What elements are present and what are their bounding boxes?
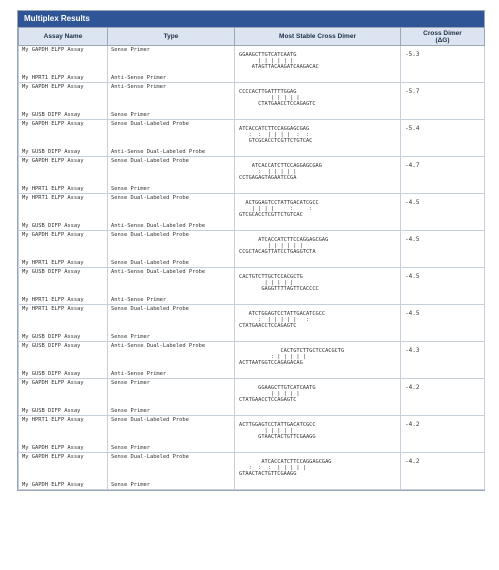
oligo-type-2: Anti-Sense Primer	[111, 296, 167, 303]
delta-g-cell	[401, 231, 485, 268]
oligo-type-1: Sense Dual-Labeled Probe	[111, 121, 189, 127]
assay-cell	[19, 379, 108, 416]
delta-g-cell	[401, 157, 485, 194]
dimer-sequence-bottom: CTATGAACCTCCAGAGTC	[239, 397, 297, 403]
table-row	[19, 305, 485, 342]
assay-name-2: My GUSB DIFP Assay	[22, 148, 81, 155]
delta-g-cell	[401, 120, 485, 157]
oligo-type-1: Anti-Sense Dual-Labeled Probe	[111, 343, 206, 349]
oligo-type-1: Sense Dual-Labeled Probe	[111, 232, 189, 238]
assay-cell	[19, 342, 108, 379]
table-row	[19, 120, 485, 157]
assay-cell	[19, 83, 108, 120]
table-row	[19, 46, 485, 83]
delta-g-cell	[401, 83, 485, 120]
type-cell	[108, 157, 235, 194]
assay-name-2: My HPRT1 ELFP Assay	[22, 185, 84, 192]
dimer-cell	[235, 194, 401, 231]
table-row	[19, 268, 485, 305]
dimer-pairing-marks: | | | | : :	[239, 206, 313, 212]
delta-g-value: -4.2	[405, 421, 420, 428]
assay-name-2: My HPRT1 ELFP Assay	[22, 259, 84, 266]
dimer-sequence-top: CACTGTCTTGCTCCACGCTG	[239, 348, 345, 354]
dimer-sequence-top: GGAAGCTTGTCATCAATG	[239, 385, 316, 391]
delta-g-value: -5.4	[405, 125, 420, 132]
oligo-type-1: Anti-Sense Dual-Labeled Probe	[111, 269, 206, 275]
assay-name-2: My HPRT1 ELFP Assay	[22, 296, 84, 303]
oligo-type-1: Sense Dual-Labeled Probe	[111, 158, 189, 164]
dimer-pairing-marks: : : : | | | | |	[239, 465, 306, 471]
assay-name-1: My GAPDH ELFP Assay	[22, 454, 84, 460]
assay-name-1: My HPRT1 ELFP Assay	[22, 195, 84, 201]
assay-name-2: My GUSB DIFP Assay	[22, 222, 81, 229]
dimer-sequence-top: ATCACCATCTTCCAGGAGCGAG	[239, 237, 329, 243]
assay-cell	[19, 194, 108, 231]
dimer-sequence-top: GGAAGCTTGTCATCAATG	[239, 52, 297, 58]
delta-g-value: -5.7	[405, 88, 420, 95]
delta-g-value: -4.5	[405, 236, 420, 243]
dimer-cell	[235, 453, 401, 490]
delta-g-value: -4.5	[405, 199, 420, 206]
dimer-sequence-bottom: GTAACTACTGTTCGAAGG	[239, 434, 316, 440]
type-cell	[108, 453, 235, 490]
results-table-body	[19, 46, 485, 490]
dimer-cell	[235, 416, 401, 453]
table-header-row	[19, 28, 485, 46]
dimer-sequence-top: ACTGGAGTCCTATTGACATCGCC	[239, 200, 319, 206]
type-cell	[108, 268, 235, 305]
type-cell	[108, 194, 235, 231]
dimer-cell	[235, 379, 401, 416]
delta-g-cell	[401, 342, 485, 379]
dimer-sequence-bottom: GTCGCACCTCGTTCTGTCAC	[239, 138, 313, 144]
assay-name-2: My GUSB DIFP Assay	[22, 333, 81, 340]
assay-cell	[19, 268, 108, 305]
dimer-sequence-bottom: GTAACTACTGTTCGAAGG	[239, 471, 297, 477]
delta-g-value: -4.5	[405, 310, 420, 317]
dimer-pairing-marks: | | | | |	[239, 280, 294, 286]
column-header-delta-g-line1: Cross Dimer	[423, 29, 462, 37]
dimer-cell	[235, 120, 401, 157]
dimer-cell	[235, 46, 401, 83]
dimer-pairing-marks: : : | | | | : :	[239, 132, 310, 138]
column-header-assay[interactable]: Assay Name	[19, 28, 108, 46]
dimer-sequence-top: ATCACCATCTTCCAGGAGCGAG	[239, 163, 322, 169]
assay-name-2: My GUSB DIFP Assay	[22, 407, 81, 414]
type-cell	[108, 46, 235, 83]
column-header-delta-g-line2: (ΔG)	[435, 36, 450, 44]
dimer-sequence-top: ATCTGGAGTCCTATTGACATCGCC	[239, 311, 326, 317]
dimer-sequence-bottom: ATAGTTACAAGATCAAGACAC	[239, 64, 319, 70]
dimer-cell	[235, 305, 401, 342]
dimer-sequence-bottom: CTATGAACCTCCAGAGTC	[239, 323, 297, 329]
oligo-type-2: Sense Primer	[111, 407, 150, 414]
column-header-delta-g[interactable]	[401, 28, 485, 46]
assay-cell	[19, 416, 108, 453]
delta-g-value: -5.3	[405, 51, 420, 58]
dimer-cell	[235, 231, 401, 268]
table-row	[19, 416, 485, 453]
delta-g-cell	[401, 305, 485, 342]
column-header-dimer[interactable]: Most Stable Cross Dimer	[235, 28, 401, 46]
table-row	[19, 453, 485, 490]
dimer-sequence-top: ACTTGGAGTCCTATTGACATCGCC	[239, 422, 316, 428]
oligo-type-2: Anti-Sense Dual-Labeled Probe	[111, 222, 206, 229]
dimer-cell	[235, 83, 401, 120]
oligo-type-2: Anti-Sense Primer	[111, 370, 167, 377]
type-cell	[108, 120, 235, 157]
dimer-sequence-bottom: CCTGAGAGTAGAATCCGA	[239, 175, 297, 181]
assay-name-2: My GUSB DIFP Assay	[22, 111, 81, 118]
assay-name-1: My GAPDH ELFP Assay	[22, 232, 84, 238]
delta-g-cell	[401, 46, 485, 83]
assay-name-1: My GAPDH ELFP Assay	[22, 158, 84, 164]
assay-name-1: My GUSB DIFP Assay	[22, 343, 81, 349]
dimer-sequence-top: ATCACCATCTTCCAGGAGCGAG	[239, 126, 310, 132]
oligo-type-1: Anti-Sense Primer	[111, 84, 167, 90]
dimer-sequence-bottom: CCGCTACAGTTATCCTGAGGTCTA	[239, 249, 316, 255]
assay-name-2: My GAPDH ELFP Assay	[22, 444, 84, 451]
oligo-type-2: Sense Primer	[111, 185, 150, 192]
dimer-pairing-marks: | | | | | |	[239, 58, 294, 64]
dimer-pairing-marks: : | | | | |	[239, 354, 306, 360]
type-cell	[108, 305, 235, 342]
oligo-type-1: Sense Dual-Labeled Probe	[111, 417, 189, 423]
assay-name-2: My GUSB DIFP Assay	[22, 370, 81, 377]
assay-cell	[19, 231, 108, 268]
oligo-type-2: Anti-Sense Dual-Labeled Probe	[111, 148, 206, 155]
dimer-sequence-bottom: CTATGAACCTCCAGAGTC	[239, 101, 316, 107]
table-row	[19, 83, 485, 120]
delta-g-cell	[401, 268, 485, 305]
oligo-type-2: Sense Primer	[111, 444, 150, 451]
assay-cell	[19, 157, 108, 194]
dimer-sequence-bottom: GTCGCACCTCGTTCTGTCAC	[239, 212, 303, 218]
dimer-pairing-marks: | | | | |	[239, 95, 300, 101]
oligo-type-2: Sense Primer	[111, 111, 150, 118]
dimer-pairing-marks: | | | | |	[239, 428, 294, 434]
table-row	[19, 342, 485, 379]
oligo-type-2: Sense Primer	[111, 481, 150, 488]
assay-cell	[19, 46, 108, 83]
type-cell	[108, 416, 235, 453]
multiplex-results-panel	[17, 10, 485, 491]
panel-title: Multiplex Results	[18, 11, 484, 27]
table-row	[19, 231, 485, 268]
dimer-sequence-bottom: ACTTAATGGTCCAGAGACAG	[239, 360, 303, 366]
dimer-pairing-marks: : | | | | |	[239, 169, 297, 175]
delta-g-value: -4.2	[405, 458, 420, 465]
dimer-cell	[235, 268, 401, 305]
dimer-sequence-bottom: GAGGTTTTAGTTCACCCC	[239, 286, 319, 292]
assay-name-2: My HPRT1 ELFP Assay	[22, 74, 84, 81]
delta-g-value: -4.7	[405, 162, 420, 169]
table-row	[19, 379, 485, 416]
dimer-sequence-top: CACTGTCTTGCTCCACGCTG	[239, 274, 303, 280]
delta-g-value: -4.2	[405, 384, 420, 391]
oligo-type-1: Sense Dual-Labeled Probe	[111, 195, 189, 201]
oligo-type-1: Sense Dual-Labeled Probe	[111, 306, 189, 312]
oligo-type-1: Sense Primer	[111, 47, 150, 53]
table-row	[19, 194, 485, 231]
dimer-pairing-marks: | | | | |	[239, 391, 300, 397]
delta-g-cell	[401, 379, 485, 416]
dimer-cell	[235, 157, 401, 194]
assay-name-1: My GAPDH ELFP Assay	[22, 84, 84, 90]
oligo-type-2: Anti-Sense Primer	[111, 74, 167, 81]
assay-name-1: My HPRT1 ELFP Assay	[22, 306, 84, 312]
delta-g-cell	[401, 416, 485, 453]
dimer-cell	[235, 342, 401, 379]
table-row	[19, 157, 485, 194]
assay-cell	[19, 120, 108, 157]
assay-cell	[19, 305, 108, 342]
type-cell	[108, 342, 235, 379]
delta-g-value: -4.5	[405, 273, 420, 280]
oligo-type-2: Sense Primer	[111, 333, 150, 340]
dimer-pairing-marks: : | | | | | :	[239, 317, 310, 323]
type-cell	[108, 231, 235, 268]
assay-name-1: My GUSB DIFP Assay	[22, 269, 81, 275]
oligo-type-2: Sense Dual-Labeled Probe	[111, 259, 189, 266]
dimer-sequence-top: ATCACCATCTTCCAGGAGCGAG	[239, 459, 332, 465]
assay-name-1: My GAPDH ELFP Assay	[22, 47, 84, 53]
type-cell	[108, 83, 235, 120]
column-header-type[interactable]: Type	[108, 28, 235, 46]
type-cell	[108, 379, 235, 416]
results-table	[18, 27, 485, 490]
delta-g-cell	[401, 453, 485, 490]
dimer-sequence-top: CCCCACTTGATTTTGGAG	[239, 89, 297, 95]
assay-name-1: My GAPDH ELFP Assay	[22, 380, 84, 386]
assay-cell	[19, 453, 108, 490]
assay-name-2: My GAPDH ELFP Assay	[22, 481, 84, 488]
oligo-type-1: Sense Primer	[111, 380, 150, 386]
oligo-type-1: Sense Dual-Labeled Probe	[111, 454, 189, 460]
delta-g-value: -4.3	[405, 347, 420, 354]
assay-name-1: My GAPDH ELFP Assay	[22, 121, 84, 127]
delta-g-cell	[401, 194, 485, 231]
dimer-pairing-marks: | | | | | |	[239, 243, 303, 249]
assay-name-1: My HPRT1 ELFP Assay	[22, 417, 84, 423]
